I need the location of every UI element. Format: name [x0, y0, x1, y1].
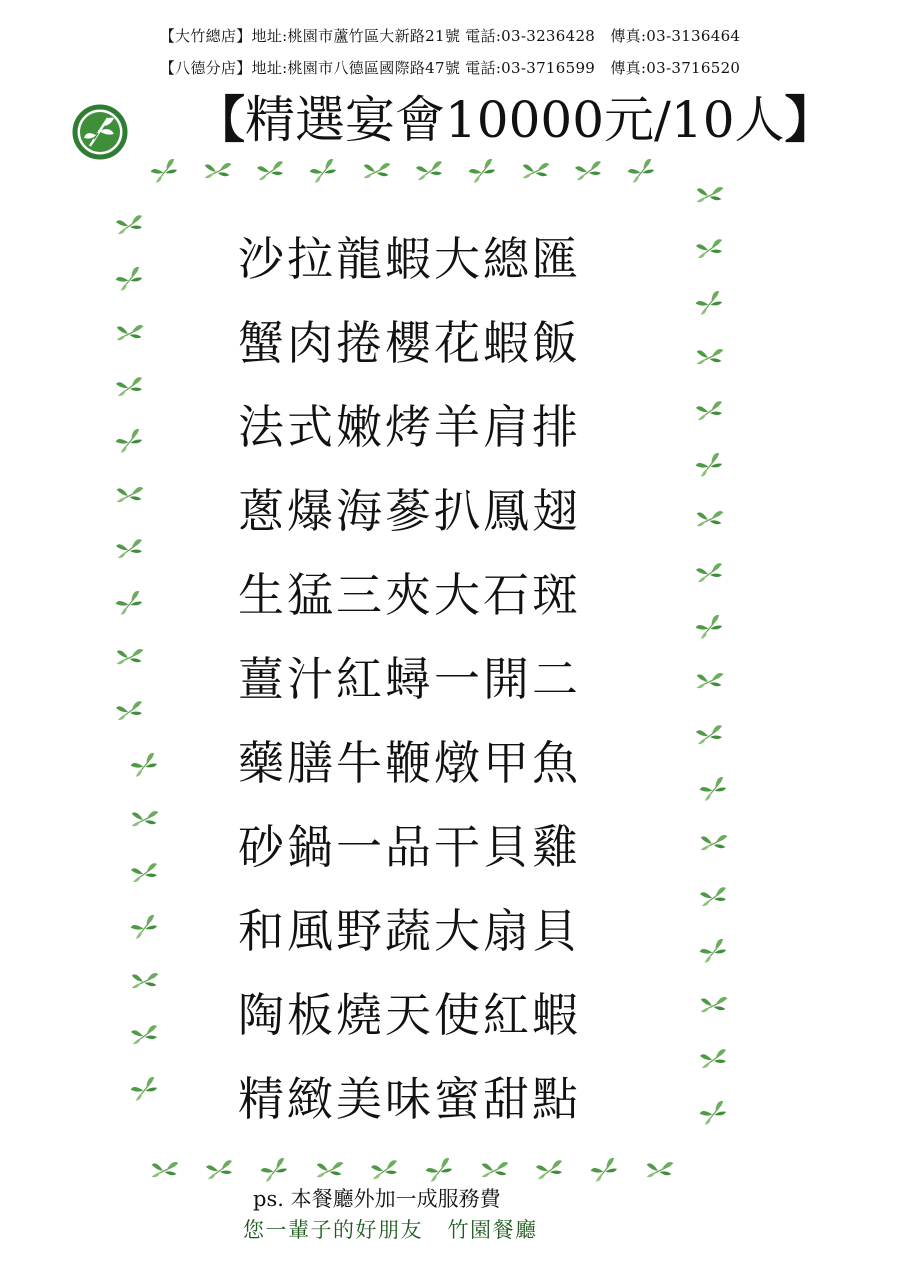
bamboo-leaf-icon	[129, 915, 159, 940]
bamboo-leaf-icon	[115, 321, 144, 344]
bamboo-leaf-icon	[694, 291, 724, 316]
menu-item: 和風野蔬大扇貝	[238, 904, 581, 958]
bamboo-leaf-icon	[150, 1158, 179, 1181]
banquet-menu-list	[238, 228, 638, 1152]
menu-item: 砂鍋一品干貝雞	[238, 820, 581, 874]
bamboo-leaf-icon	[536, 1160, 562, 1179]
bamboo-leaf-icon	[694, 453, 724, 478]
bamboo-leaf-icon	[308, 159, 338, 184]
bamboo-leaf-icon	[115, 483, 144, 506]
bamboo-leaf-icon	[696, 239, 722, 258]
bamboo-leaf-icon	[114, 429, 144, 454]
bamboo-leaf-icon	[424, 1158, 454, 1183]
menu-item: 藥膳牛鞭燉甲魚	[238, 736, 581, 790]
bamboo-leaf-icon	[116, 539, 142, 558]
bamboo-leaf-icon	[315, 1158, 344, 1181]
bamboo-leaf-icon	[700, 887, 726, 906]
bamboo-leaf-icon	[626, 159, 656, 184]
bamboo-leaf-icon	[695, 669, 724, 692]
menu-item: 蔥爆海蔘扒鳳翅	[238, 484, 581, 538]
bamboo-leaf-icon	[206, 1160, 232, 1179]
menu-item: 精緻美味蜜甜點	[238, 1072, 581, 1126]
bamboo-leaf-icon	[149, 159, 179, 184]
bamboo-leaf-icon	[131, 1025, 157, 1044]
bamboo-leaf-icon	[362, 159, 391, 182]
title-close-bracket: 】	[784, 90, 835, 149]
menu-item: 生猛三夾大石斑	[238, 568, 581, 622]
bamboo-leaf-icon	[257, 161, 283, 180]
bamboo-leaf-icon	[114, 591, 144, 616]
bamboo-leaf-icon	[480, 1158, 509, 1181]
bamboo-leaf-icon	[130, 969, 159, 992]
bamboo-leaf-icon	[694, 615, 724, 640]
menu-item: 沙拉龍蝦大總匯	[238, 232, 581, 286]
menu-item: 陶板燒天使紅蝦	[238, 988, 581, 1042]
menu-item: 薑汁紅蟳一開二	[238, 652, 581, 706]
main-branch-info: 【大竹總店】地址:桃園市蘆竹區大新路21號 電話:03-3236428 傳真:03-3136464	[159, 27, 741, 45]
bamboo-leaf-icon	[116, 701, 142, 720]
bamboo-leaf-icon	[116, 215, 142, 234]
title-text: 精選宴會10000元/10人	[245, 91, 785, 149]
bamboo-leaf-icon	[416, 161, 442, 180]
bamboo-leaf-icon	[521, 159, 550, 182]
title-open-bracket: 【	[195, 90, 245, 149]
bamboo-leaf-icon	[371, 1160, 397, 1179]
bamboo-leaf-icon	[696, 725, 722, 744]
bamboo-leaf-icon	[130, 807, 159, 830]
service-charge-note: ps. 本餐廳外加一成服務費	[253, 1187, 501, 1211]
bamboo-leaf-icon	[695, 183, 724, 206]
bamboo-leaf-icon	[203, 159, 232, 182]
bamboo-leaf-icon	[259, 1158, 289, 1183]
bamboo-leaf-icon	[700, 1049, 726, 1068]
bamboo-leaf-icon	[467, 159, 497, 184]
bamboo-leaf-icon	[695, 507, 724, 530]
bamboo-leaf-icon	[575, 161, 601, 180]
bamboo-leaf-icon	[698, 1101, 728, 1126]
bamboo-leaf-icon	[131, 863, 157, 882]
bamboo-leaf-icon	[589, 1158, 619, 1183]
bamboo-leaf-icon	[114, 267, 144, 292]
bamboo-leaf-icon	[115, 645, 144, 668]
bamboo-leaf-icon	[699, 993, 728, 1016]
bamboo-leaf-icon	[698, 939, 728, 964]
restaurant-slogan: 您一輩子的好朋友 竹園餐廳	[243, 1218, 538, 1242]
bamboo-leaf-icon	[129, 1077, 159, 1102]
menu-item: 法式嫩烤羊肩排	[238, 400, 581, 454]
bamboo-leaf-icon	[696, 401, 722, 420]
bamboo-leaf-icon	[116, 377, 142, 396]
bamboo-leaf-icon	[129, 753, 159, 778]
bamboo-leaf-icon	[698, 777, 728, 802]
bade-branch-info: 【八德分店】地址:桃園市八德區國際路47號 電話:03-3716599 傳真:03-3716520	[159, 59, 741, 77]
bamboo-leaf-icon	[645, 1158, 674, 1181]
bamboo-leaf-icon	[696, 563, 722, 582]
bamboo-leaf-icon	[699, 831, 728, 854]
bamboo-leaf-icon	[695, 345, 724, 368]
menu-item: 蟹肉捲櫻花蝦飯	[238, 316, 581, 370]
